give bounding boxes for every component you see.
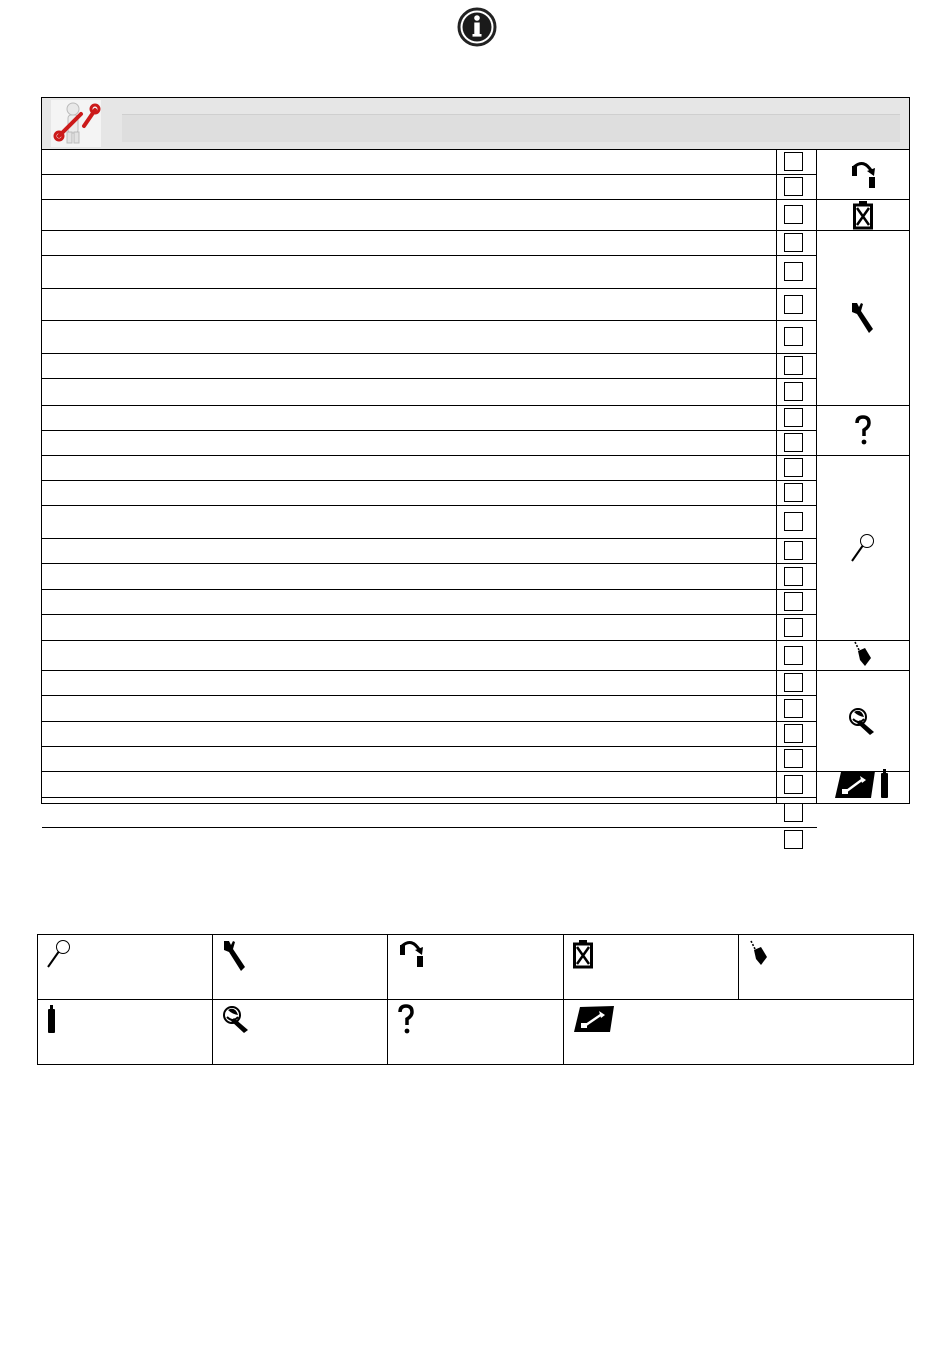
row-divider (42, 353, 817, 354)
checkbox-column-divider (816, 149, 817, 803)
replace-part-and-cartridge-icon (833, 768, 893, 805)
row-divider (42, 505, 817, 506)
row-divider (42, 640, 817, 641)
maintenance-checklist (41, 97, 910, 804)
row-divider (42, 695, 817, 696)
group-divider (817, 230, 909, 231)
row-divider (42, 771, 817, 772)
group-divider (817, 670, 909, 671)
row-divider (42, 670, 817, 671)
row-divider (42, 455, 817, 456)
battery-icon (572, 939, 594, 974)
row-checkbox[interactable] (784, 567, 803, 586)
magnifier-icon (46, 939, 72, 974)
header-bar (122, 114, 900, 142)
row-divider (42, 174, 817, 175)
row-divider (42, 721, 817, 722)
row-checkbox[interactable] (784, 408, 803, 427)
row-checkbox[interactable] (784, 673, 803, 692)
group-divider (817, 405, 909, 406)
row-checkbox[interactable] (784, 512, 803, 531)
row-checkbox[interactable] (784, 233, 803, 252)
row-divider (42, 563, 817, 564)
text-column-divider (776, 149, 777, 803)
legend-item (213, 935, 387, 999)
row-divider (42, 320, 817, 321)
checklist-header (42, 98, 909, 150)
row-divider (42, 378, 817, 379)
row-checkbox[interactable] (784, 592, 803, 611)
row-checkbox[interactable] (784, 775, 803, 794)
row-divider (42, 797, 817, 798)
oil-can-icon (747, 939, 771, 974)
magnifier-icon (850, 533, 876, 568)
row-divider (42, 230, 817, 231)
row-checkbox[interactable] (784, 646, 803, 665)
row-checkbox[interactable] (784, 295, 803, 314)
question-icon (853, 415, 873, 450)
row-checkbox[interactable] (784, 699, 803, 718)
legend-item (564, 935, 738, 999)
grease-gun-icon (221, 1004, 253, 1039)
row-divider (42, 827, 817, 828)
row-divider (42, 746, 817, 747)
row-checkbox[interactable] (784, 749, 803, 768)
row-checkbox[interactable] (784, 724, 803, 743)
row-checkbox[interactable] (784, 262, 803, 281)
legend-item (38, 935, 212, 999)
replace-part-icon (572, 1004, 616, 1039)
row-divider (42, 589, 817, 590)
row-divider (42, 255, 817, 256)
turn-arrow-icon (396, 939, 426, 972)
info-icon (456, 6, 498, 48)
cartridge-icon (46, 1004, 58, 1039)
legend-item (388, 1000, 562, 1064)
row-checkbox[interactable] (784, 458, 803, 477)
wrench-icon (849, 301, 877, 340)
row-checkbox[interactable] (784, 205, 803, 224)
turn-arrow-icon (848, 160, 878, 193)
row-checkbox[interactable] (784, 356, 803, 375)
row-divider (42, 199, 817, 200)
row-divider (42, 480, 817, 481)
row-checkbox[interactable] (784, 177, 803, 196)
row-checkbox[interactable] (784, 382, 803, 401)
grease-gun-icon (847, 706, 879, 741)
row-divider (42, 614, 817, 615)
row-checkbox[interactable] (784, 483, 803, 502)
row-divider (42, 288, 817, 289)
row-divider (42, 538, 817, 539)
row-checkbox[interactable] (784, 803, 803, 822)
legend-item (564, 1000, 913, 1064)
row-divider (42, 430, 817, 431)
group-divider (817, 455, 909, 456)
icon-legend (37, 934, 914, 1065)
row-checkbox[interactable] (784, 541, 803, 560)
row-checkbox[interactable] (784, 830, 803, 849)
row-divider (42, 405, 817, 406)
question-icon (396, 1004, 416, 1039)
row-checkbox[interactable] (784, 618, 803, 637)
technician-wrench-icon (51, 100, 101, 147)
legend-item (213, 1000, 387, 1064)
row-checkbox[interactable] (784, 152, 803, 171)
legend-item (388, 935, 562, 999)
row-checkbox[interactable] (784, 327, 803, 346)
row-checkbox[interactable] (784, 433, 803, 452)
wrench-icon (221, 939, 249, 978)
legend-item (38, 1000, 212, 1064)
legend-item (739, 935, 913, 999)
